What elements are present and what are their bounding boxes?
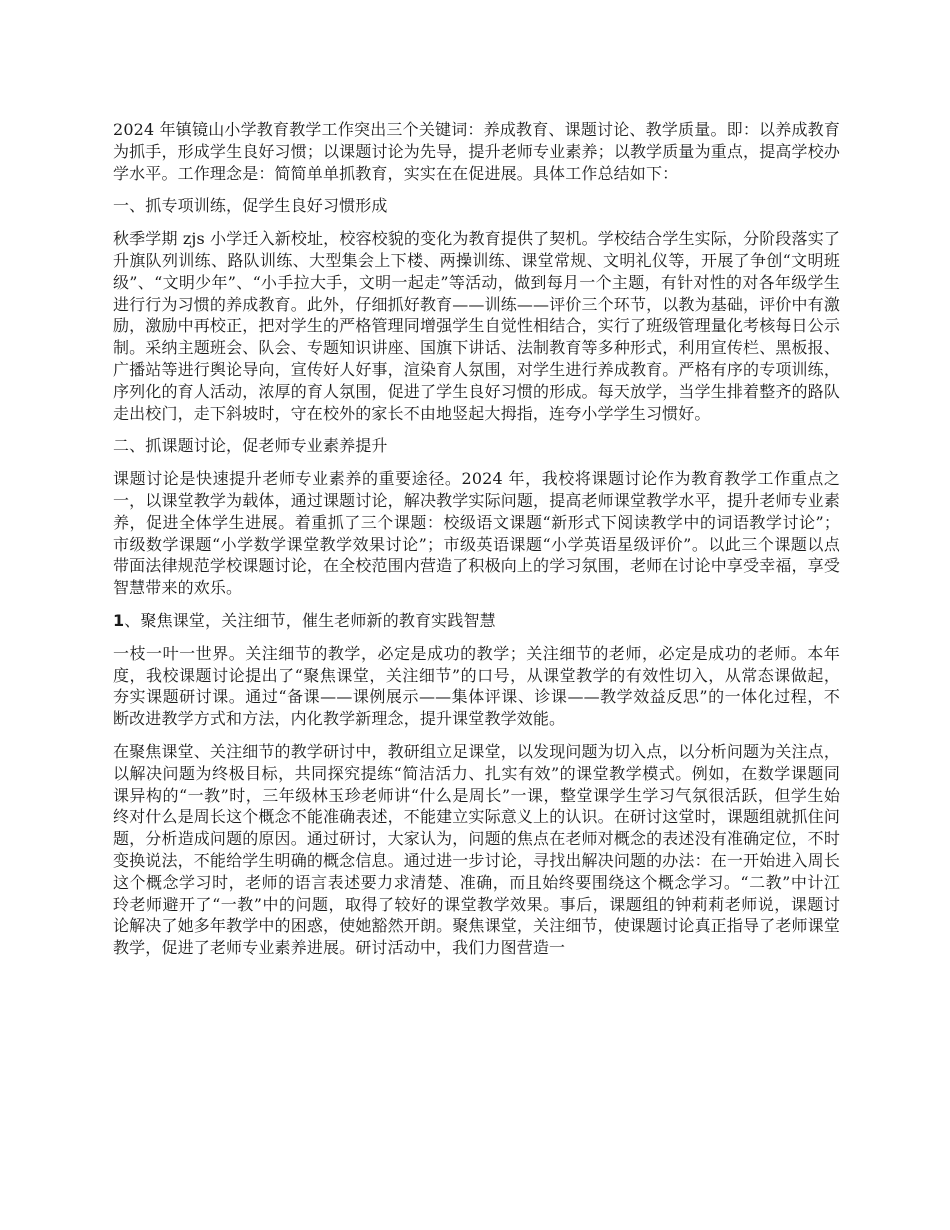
subsection-number: 1 [113,610,125,630]
subsection-1-paragraph-1: 一枝一叶一世界。关注细节的教学，必定是成功的教学；关注细节的老师，必定是成功的老师。本年度，我校课题讨论提出了“聚焦课堂，关注细节”的口号，从课堂教学的有效性切入，从常态课做起，夯实课题研讨课。通过“备课——课例展示——集体评课、诊课——教学效益反思”的一体化过程，不断改进教学方式和方法，内化教学新理念，提升课堂教学效能。 [113,643,840,729]
subsection-1-paragraph-2: 在聚焦课堂、关注细节的教学研讨中，教研组立足课堂，以发现问题为切入点，以分析问题为关注点，以解决问题为终极目标，共同探究提练“简洁活力、扎实有效”的课堂教学模式。例如，在数学课题同课异构的“一教”时，三年级林玉珍老师讲“什么是周长”一课，整堂课学生学习气氛很活跃，但学生始终对什么是周长这个概念不能准确表述，不能建立实际意义上的认识。在研讨这堂时，课题组就抓住问题，分析造成问题的原因。通过研讨，大家认为，问题的焦点在老师对概念的表述没有准确定位，不时变换说法，不能给学生明确的概念信息。通过进一步讨论，寻找出解决问题的办法：在一开始进入周长这个概念学习时，老师的语言表述要力求清楚、准确，而且始终要围绕这个概念学习。“二教”中计江玲老师避开了“一教”中的问题，取得了较好的课堂教学效果。事后，课题组的钟莉莉老师说，课题讨论解决了她多年教学中的困惑，使她豁然开朗。聚焦课堂，关注细节，使课题讨论真正指导了老师课堂教学，促进了老师专业素养进展。研讨活动中，我们力图营造一 [113,741,840,958]
section-heading-2: 二、抓课题讨论，促老师专业素养提升 [113,436,388,456]
document-page [113,119,840,970]
subsection-heading-1 [113,610,840,632]
section-2-paragraph: 课题讨论是快速提升老师专业素养的重要途径。2024 年，我校将课题讨论作为教育教学工作重点之一，以课堂教学为载体，通过课题讨论，解决教学实际问题，提高老师课堂教学水平，提升老师专业素养，促进全体学生进展。着重抓了三个课题：校级语文课题“新形式下阅读教学中的词语教学讨论”；市级数学课题“小学数学课堂教学效果讨论”；市级英语课题“小学英语星级评价”。以此三个课题以点带面法律规范学校课题讨论，在全校范围内营造了积极向上的学习氛围，老师在讨论中享受幸福，享受智慧带来的欢乐。 [113,469,840,598]
intro-paragraph: 2024 年镇镜山小学教育教学工作突出三个关键词：养成教育、课题讨论、教学质量。即：以养成教育为抓手，形成学生良好习惯；以课题讨论为先导，提升老师专业素养；以教学质量为重点，提高学校办学水平。工作理念是：简简单单抓教育，实实在在促进展。具体工作总结如下： [113,120,840,183]
subsection-title: 、聚焦课堂，关注细节，催生老师新的教育实践智慧 [124,610,496,630]
section-1-paragraph: 秋季学期 zjs 小学迁入新校址，校容校貌的变化为教育提供了契机。学校结合学生实际，分阶段落实了升旗队列训练、路队训练、大型集会上下楼、两操训练、课堂常规、文明礼仪等，开展了争创“文明班级”、“文明少年”、“小手拉大手，文明一起走”等活动，做到每月一个主题，有针对性的对各年级学生进行行为习惯的养成教育。此外，仔细抓好教育——训练——评价三个环节，以教为基础，评价中有激励，激励中再校正，把对学生的严格管理同增强学生自觉性相结合，实行了班级管理量化考核每日公示制。采纳主题班会、队会、专题知识讲座、国旗下讲话、法制教育等多种形式，利用宣传栏、黑板报、广播站等进行舆论导向，宣传好人好事，渲染育人氛围，对学生进行养成教育。严格有序的专项训练，序列化的育人活动，浓厚的育人氛围，促进了学生良好习惯的形成。每天放学，当学生排着整齐的路队走出校门，走下斜坡时，守在校外的家长不由地竖起大拇指，连夸小学学生习惯好。 [113,229,840,423]
section-heading-1: 一、抓专项训练，促学生良好习惯形成 [113,196,388,216]
